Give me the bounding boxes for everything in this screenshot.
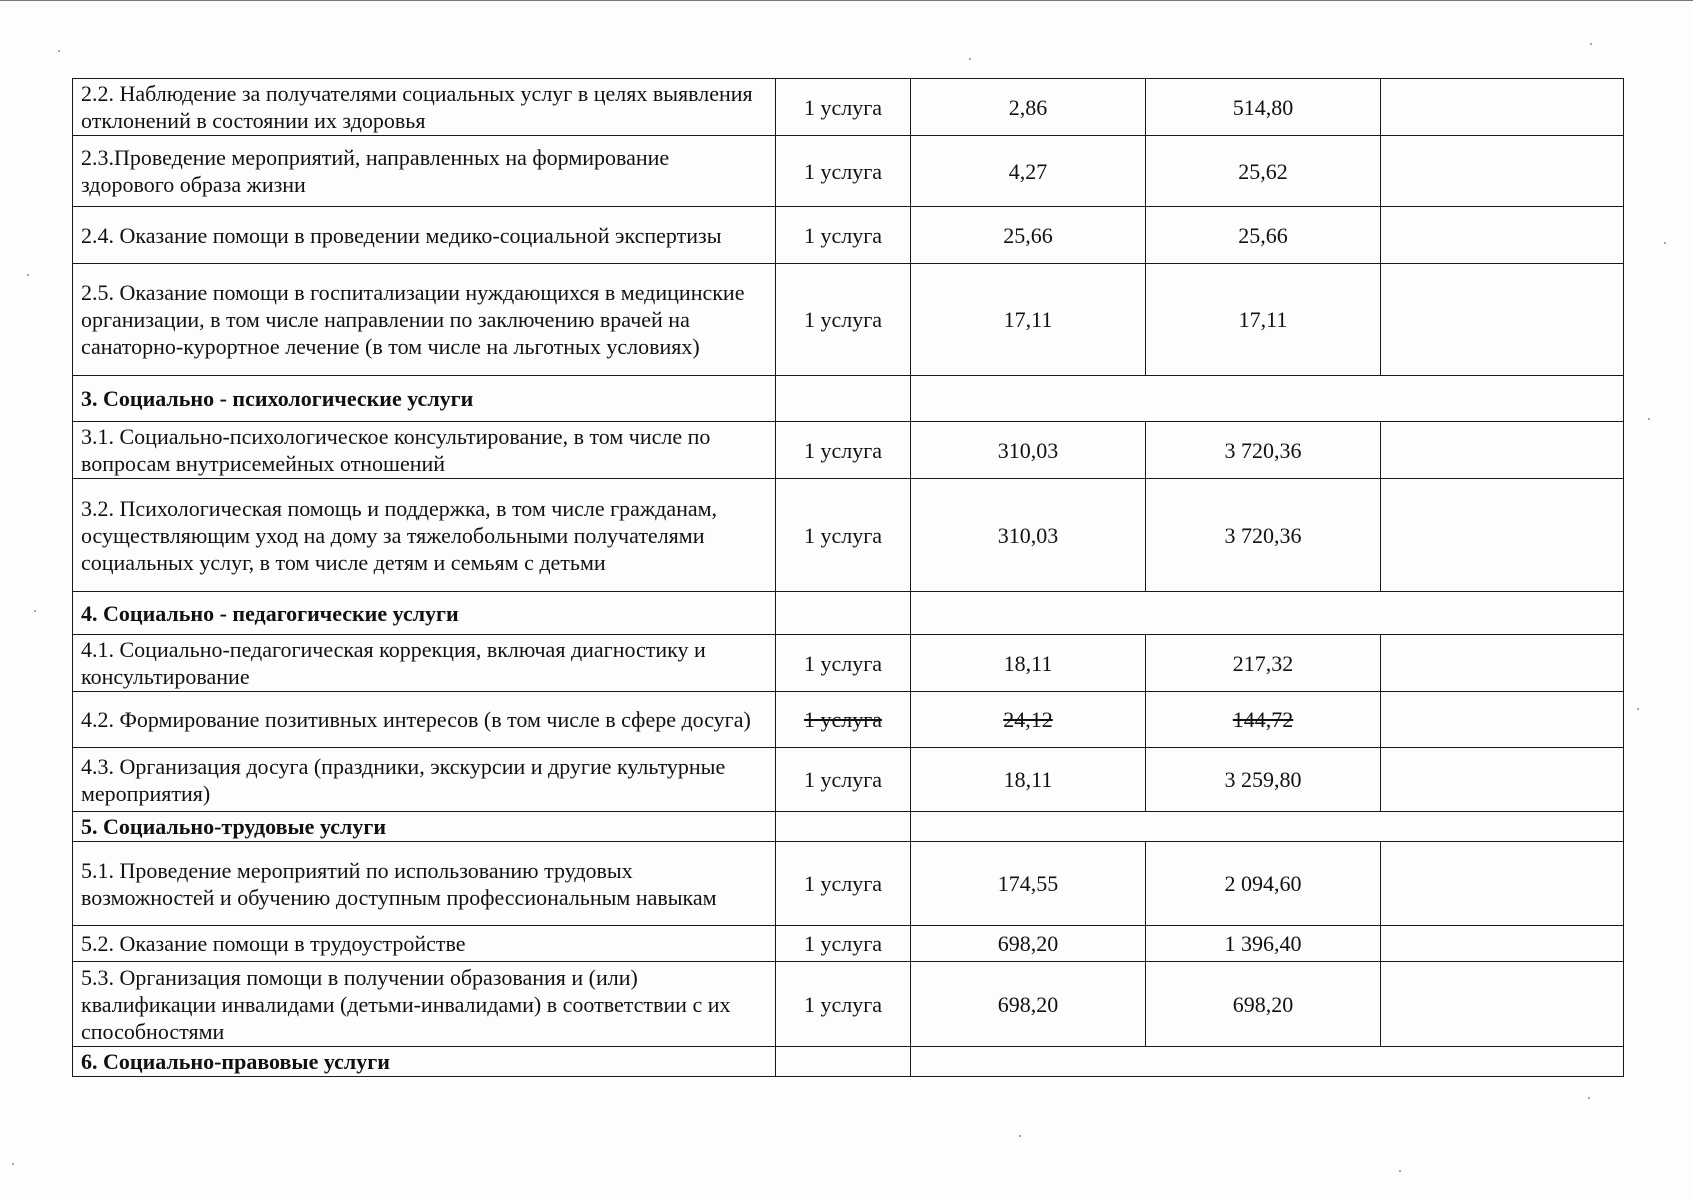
table-row xyxy=(73,962,1624,1047)
service-name-cell: 4.1. Социально-педагогическая коррекция, включая диагностику и консультирование xyxy=(73,635,776,692)
scan-speck xyxy=(58,50,60,52)
extra-cell xyxy=(1381,479,1624,592)
unit-cell: 1 услуга xyxy=(776,926,911,962)
rate-cell: 698,20 xyxy=(911,962,1146,1047)
scan-speck xyxy=(34,610,36,612)
empty-cell xyxy=(776,812,911,842)
services-tariff-table xyxy=(72,78,1624,1077)
empty-merged-cell xyxy=(911,376,1624,422)
rate-cell: 25,66 xyxy=(911,207,1146,264)
unit-cell: 1 услуга xyxy=(776,422,911,479)
service-name-cell: 4.3. Организация досуга (праздники, экскурсии и другие культурные мероприятия) xyxy=(73,748,776,812)
table-row xyxy=(73,79,1624,136)
extra-cell xyxy=(1381,79,1624,136)
section-title: 6. Социально-правовые услуги xyxy=(73,1047,776,1077)
service-name-cell: 4.2. Формирование позитивных интересов (в том числе в сфере досуга) xyxy=(73,692,776,748)
extra-cell xyxy=(1381,926,1624,962)
empty-cell xyxy=(776,592,911,635)
rate-cell: 24,12 xyxy=(911,692,1146,748)
table-body xyxy=(73,79,1624,1077)
service-name-cell: 5.1. Проведение мероприятий по использованию трудовых возможностей и обучению доступным профессиональным навыкам xyxy=(73,842,776,926)
service-name-cell: 3.2. Психологическая помощь и поддержка, в том числе гражданам, осуществляющим уход на дому за тяжелобольными получателями социальных услуг, в том числе детям и семьям с детьми xyxy=(73,479,776,592)
total-cell: 3 720,36 xyxy=(1146,479,1381,592)
scan-speck xyxy=(1648,418,1650,420)
total-cell: 2 094,60 xyxy=(1146,842,1381,926)
section-header-row xyxy=(73,812,1624,842)
unit-cell: 1 услуга xyxy=(776,962,911,1047)
service-name-cell: 5.2. Оказание помощи в трудоустройстве xyxy=(73,926,776,962)
table-row xyxy=(73,842,1624,926)
service-name-cell: 5.3. Организация помощи в получении образования и (или) квалификации инвалидами (детьми-инвалидами) в соответствии с их способностями xyxy=(73,962,776,1047)
table-row xyxy=(73,635,1624,692)
scan-speck xyxy=(1637,708,1639,710)
struck-table-row xyxy=(73,692,1624,748)
extra-cell xyxy=(1381,692,1624,748)
total-cell: 3 720,36 xyxy=(1146,422,1381,479)
service-name-cell: 2.5. Оказание помощи в госпитализации нуждающихся в медицинские организации, в том числе направлении по заключению врачей на санаторно-курортное лечение (в том числе на льготных условиях) xyxy=(73,264,776,376)
table-row xyxy=(73,748,1624,812)
rate-cell: 698,20 xyxy=(911,926,1146,962)
extra-cell xyxy=(1381,748,1624,812)
empty-cell xyxy=(776,1047,911,1077)
extra-cell xyxy=(1381,264,1624,376)
scan-speck xyxy=(1664,242,1666,244)
section-title: 5. Социально-трудовые услуги xyxy=(73,812,776,842)
scan-speck xyxy=(27,274,29,276)
unit-cell: 1 услуга xyxy=(776,264,911,376)
empty-merged-cell xyxy=(911,812,1624,842)
scan-speck xyxy=(969,58,971,60)
total-cell: 217,32 xyxy=(1146,635,1381,692)
section-title: 3. Социально - психологические услуги xyxy=(73,376,776,422)
extra-cell xyxy=(1381,842,1624,926)
total-cell: 144,72 xyxy=(1146,692,1381,748)
unit-cell: 1 услуга xyxy=(776,79,911,136)
table-row xyxy=(73,264,1624,376)
scan-speck xyxy=(12,1163,14,1165)
extra-cell xyxy=(1381,207,1624,264)
table-row xyxy=(73,479,1624,592)
table-row xyxy=(73,136,1624,207)
section-header-row xyxy=(73,592,1624,635)
section-header-row xyxy=(73,1047,1624,1077)
extra-cell xyxy=(1381,422,1624,479)
service-name-cell: 2.4. Оказание помощи в проведении медико-социальной экспертизы xyxy=(73,207,776,264)
empty-merged-cell xyxy=(911,592,1624,635)
unit-cell: 1 услуга xyxy=(776,748,911,812)
total-cell: 17,11 xyxy=(1146,264,1381,376)
total-cell: 25,62 xyxy=(1146,136,1381,207)
table-row xyxy=(73,422,1624,479)
total-cell: 3 259,80 xyxy=(1146,748,1381,812)
service-name-cell: 2.3.Проведение мероприятий, направленных на формирование здорового образа жизни xyxy=(73,136,776,207)
scan-top-edge xyxy=(0,0,1693,1)
empty-cell xyxy=(776,376,911,422)
table-row xyxy=(73,207,1624,264)
section-title: 4. Социально - педагогические услуги xyxy=(73,592,776,635)
unit-cell: 1 услуга xyxy=(776,479,911,592)
unit-cell: 1 услуга xyxy=(776,635,911,692)
scan-speck xyxy=(1399,1170,1401,1172)
extra-cell xyxy=(1381,136,1624,207)
extra-cell xyxy=(1381,962,1624,1047)
unit-cell: 1 услуга xyxy=(776,136,911,207)
rate-cell: 17,11 xyxy=(911,264,1146,376)
rate-cell: 310,03 xyxy=(911,479,1146,592)
service-name-cell: 2.2. Наблюдение за получателями социальных услуг в целях выявления отклонений в состоянии их здоровья xyxy=(73,79,776,136)
total-cell: 25,66 xyxy=(1146,207,1381,264)
unit-cell: 1 услуга xyxy=(776,207,911,264)
table-row xyxy=(73,926,1624,962)
rate-cell: 2,86 xyxy=(911,79,1146,136)
empty-merged-cell xyxy=(911,1047,1624,1077)
section-header-row xyxy=(73,376,1624,422)
scan-speck xyxy=(1019,1135,1021,1137)
rate-cell: 4,27 xyxy=(911,136,1146,207)
rate-cell: 18,11 xyxy=(911,635,1146,692)
total-cell: 698,20 xyxy=(1146,962,1381,1047)
unit-cell: 1 услуга xyxy=(776,842,911,926)
service-name-cell: 3.1. Социально-психологическое консультирование, в том числе по вопросам внутрисемейных отношений xyxy=(73,422,776,479)
scan-speck xyxy=(1590,43,1592,45)
rate-cell: 310,03 xyxy=(911,422,1146,479)
unit-cell: 1 услуга xyxy=(776,692,911,748)
rate-cell: 18,11 xyxy=(911,748,1146,812)
extra-cell xyxy=(1381,635,1624,692)
scan-speck xyxy=(1588,1097,1590,1099)
rate-cell: 174,55 xyxy=(911,842,1146,926)
total-cell: 514,80 xyxy=(1146,79,1381,136)
total-cell: 1 396,40 xyxy=(1146,926,1381,962)
